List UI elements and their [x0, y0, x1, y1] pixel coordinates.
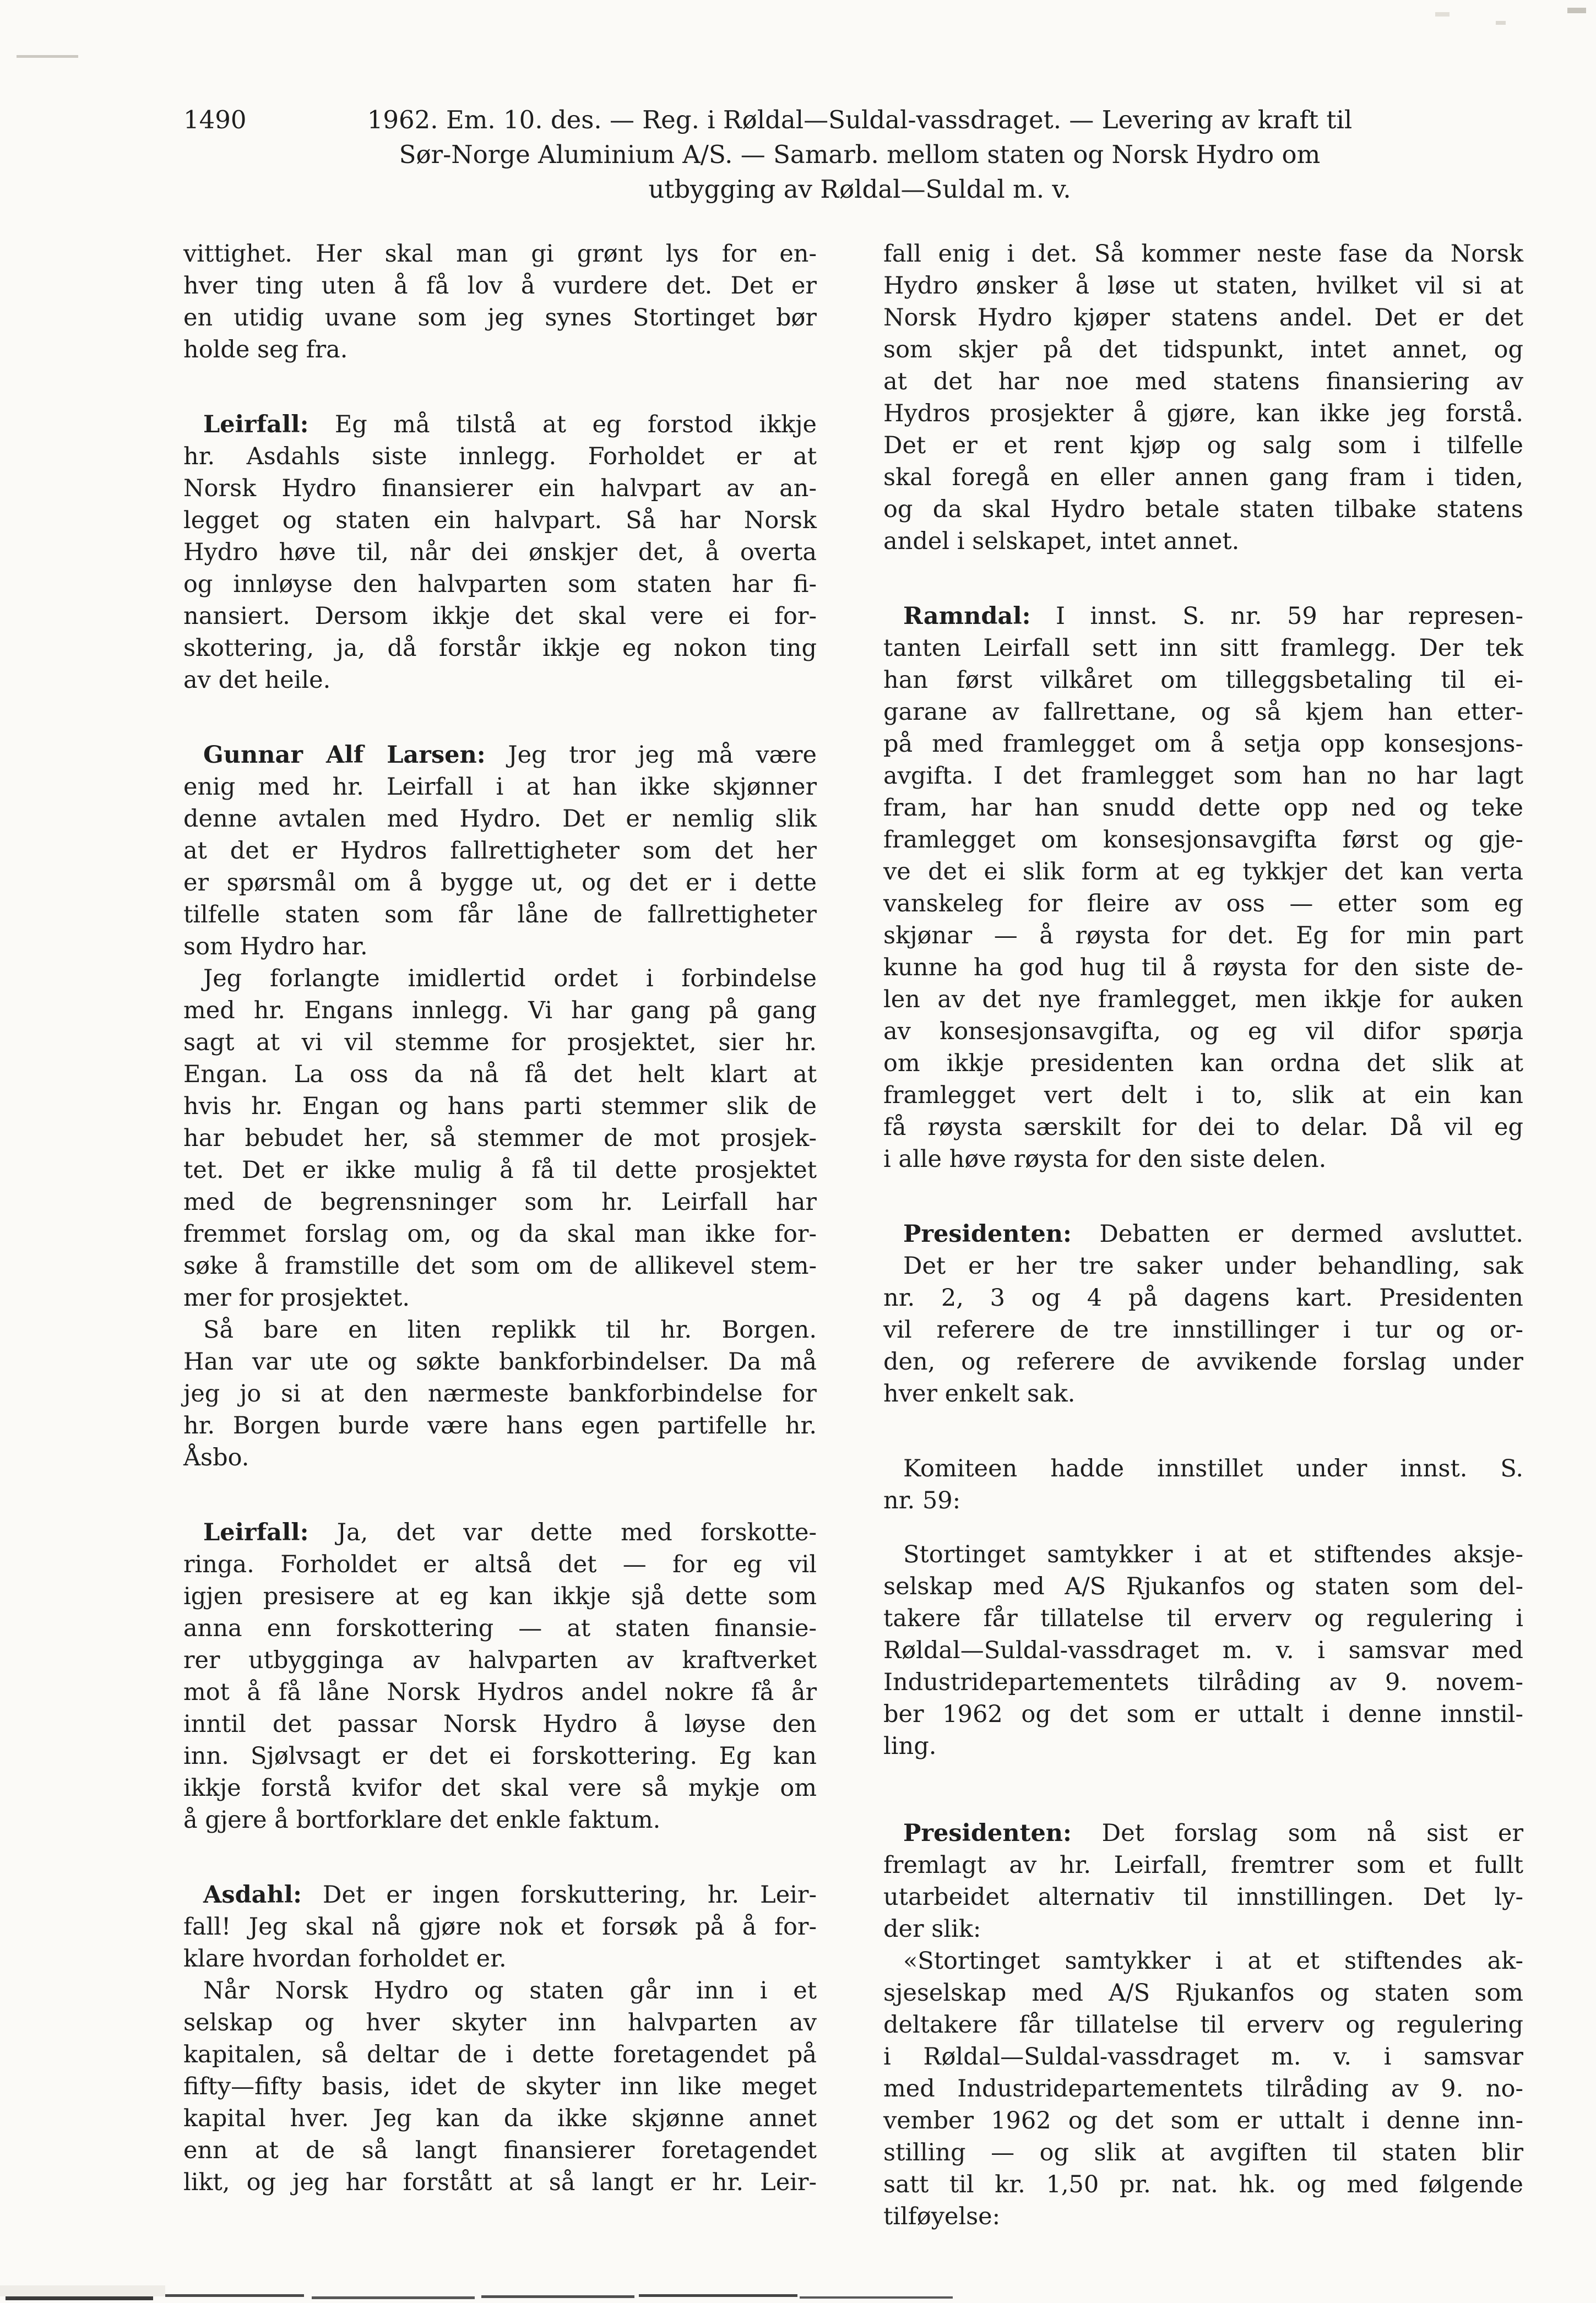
- speech-block: [183, 409, 817, 696]
- text-line: likt, og jeg har forstått at så langt er hr. Leir-: [183, 2169, 817, 2196]
- text-line: enig med hr. Leirfall i at han ikke skjønner: [183, 773, 817, 801]
- text-line: Presidenten: Det forslag som nå sist er: [903, 1819, 1523, 1847]
- text-line: at det er Hydros fallrettigheter som det her: [183, 837, 817, 865]
- text-line: inntil det passar Norsk Hydro å løyse den: [183, 1710, 817, 1738]
- paragraph: [883, 1539, 1523, 1762]
- text-line: fremlagt av hr. Leirfall, fremtrer som et fullt: [883, 1851, 1523, 1879]
- text-line: ikkje forstå kvifor det skal vere så mykje om: [183, 1774, 817, 1802]
- text-line: denne avtalen med Hydro. Det er nemlig slik: [183, 805, 817, 833]
- text-line: av konsesjonsavgifta, og eg vil difor spørja: [883, 1018, 1523, 1045]
- text-line: mot å få låne Norsk Hydros andel nokre få år: [183, 1679, 817, 1706]
- speech-block: [883, 1817, 1523, 2233]
- text-line: om ikkje presidenten kan ordna det slik at: [883, 1050, 1523, 1077]
- text-line: tilfelle staten som får låne de fallrettigheter: [183, 901, 817, 928]
- text-line: Engan. La oss da nå få det helt klart at: [183, 1061, 817, 1088]
- text-line: og innløyse den halvparten som staten har fi-: [183, 571, 817, 598]
- text-line: en utidig uvane som jeg synes Stortinget bør: [183, 304, 817, 332]
- paragraph: [183, 409, 817, 696]
- text-line: Jeg forlangte imidlertid ordet i forbindelse: [203, 965, 817, 992]
- text-line: er spørsmål om å bygge ut, og det er i dette: [183, 869, 817, 897]
- paragraph: [883, 238, 1523, 557]
- text-line: Det er her tre saker under behandling, sak: [903, 1252, 1523, 1280]
- text-line: i Røldal—Suldal-vassdraget m. v. i samsvar: [883, 2043, 1523, 2071]
- paragraph: [183, 963, 817, 1314]
- speech-block: [183, 1517, 817, 1836]
- text-line: framlegget om konsesjonsavgifta først og gje-: [883, 826, 1523, 854]
- text-line: at det har noe med statens finansiering av: [883, 368, 1523, 395]
- text-line: andel i selskapet, intet annet.: [883, 528, 1240, 555]
- text-line: hvis hr. Engan og hans parti stemmer slik de: [183, 1093, 817, 1120]
- text-line: Norsk Hydro kjøper statens andel. Det er det: [883, 304, 1523, 332]
- scan-artifact-top-left: [17, 55, 78, 58]
- scan-artifact-top-right-speck-2: [1496, 21, 1506, 25]
- paragraph: [883, 1945, 1523, 2233]
- scan-artifact-bottom-smudge: [0, 2285, 165, 2296]
- text-line: anna enn forskottering — at staten finansie-: [183, 1615, 817, 1642]
- text-line: fremmet forslag om, og da skal man ikke for-: [183, 1220, 817, 1248]
- speaker-name: Leirfall:: [203, 411, 309, 438]
- text-line: av det heile.: [183, 666, 331, 694]
- page-header: [182, 102, 1538, 207]
- text-line: inn. Sjølvsagt er det ei forskottering. Eg kan: [183, 1742, 817, 1770]
- scan-artifact-top-right-speck-3: [1567, 8, 1586, 13]
- text-line: tanten Leirfall sett inn sitt framlegg. Der tek: [883, 634, 1523, 662]
- scan-artifact-top-right-speck-1: [1435, 12, 1450, 17]
- text-line: Når Norsk Hydro og staten går inn i et: [203, 1977, 817, 2005]
- text-line: nansiert. Dersom ikkje det skal vere ei for-: [183, 602, 817, 630]
- text-line: Stortinget samtykker i at et stiftendes aksje-: [903, 1541, 1523, 1568]
- header-line-1: 1962. Em. 10. des. — Reg. i Røldal—Suldal-vassdraget. — Levering av kraft til: [367, 105, 1353, 134]
- paragraph: [883, 1453, 1523, 1517]
- text-line: fall! Jeg skal nå gjøre nok et forsøk på å for-: [183, 1913, 817, 1941]
- text-line: Asdahl: Det er ingen forskuttering, hr. Leir-: [203, 1881, 817, 1909]
- scan-artifact-bottom-line-4: [481, 2295, 634, 2298]
- text-line: nr. 2, 3 og 4 på dagens kart. Presidenten: [883, 1284, 1523, 1312]
- text-line: jeg jo si at den nærmeste bankforbindelse for: [183, 1380, 817, 1408]
- scan-artifact-bottom-line-1: [6, 2296, 153, 2300]
- speech-block: [883, 1453, 1523, 1517]
- speaker-name: Presidenten:: [903, 1819, 1072, 1847]
- paragraph: [183, 1975, 817, 2198]
- text-line: sagt at vi vil stemme for prosjektet, sier hr.: [183, 1029, 817, 1056]
- text-line: hver enkelt sak.: [883, 1380, 1076, 1408]
- speaker-name: Gunnar Alf Larsen:: [203, 741, 486, 769]
- scan-artifact-bottom-line-5: [639, 2294, 797, 2297]
- speaker-name: Leirfall:: [203, 1519, 309, 1546]
- text-line: Han var ute og søkte bankforbindelser. Da må: [183, 1348, 817, 1376]
- speech-block: [183, 739, 817, 1474]
- text-line: tilføyelse:: [883, 2203, 1001, 2230]
- paragraph: [883, 1218, 1523, 1250]
- paragraph: [883, 600, 1523, 1175]
- text-line: vember 1962 og det som er uttalt i denne inn-: [883, 2107, 1523, 2134]
- text-line: Så bare en liten replikk til hr. Borgen.: [203, 1316, 817, 1344]
- text-column-left: [183, 238, 817, 2198]
- speech-block: [883, 600, 1523, 1175]
- text-line: Leirfall: Ja, det var dette med forskotte-: [203, 1519, 817, 1546]
- text-line: Industridepartementets tilråding av 9. novem-: [883, 1669, 1523, 1696]
- text-line: Røldal—Suldal-vassdraget m. v. i samsvar med: [883, 1637, 1523, 1664]
- text-column-right: [883, 238, 1523, 2233]
- page-number: 1490: [183, 105, 247, 134]
- text-line: i alle høve røysta for den siste delen.: [883, 1145, 1327, 1173]
- text-line: igjen presisere at eg kan ikkje sjå dette som: [183, 1583, 817, 1610]
- scan-artifact-bottom-line-2: [165, 2294, 304, 2297]
- text-line: takere får tillatelse til erverv og regulering i: [883, 1605, 1523, 1632]
- text-line: ber 1962 og det som er uttalt i denne innstil-: [883, 1701, 1523, 1728]
- scan-artifact-bottom-line-6: [800, 2296, 953, 2299]
- paragraph: [183, 1879, 817, 1975]
- text-line: søke å framstille det som om de allikevel stem-: [183, 1252, 817, 1280]
- text-line: Komiteen hadde innstillet under innst. S.: [903, 1455, 1523, 1482]
- header-line-3: utbygging av Røldal—Suldal m. v.: [648, 175, 1071, 204]
- text-line: skal foregå en eller annen gang fram i tiden,: [883, 464, 1523, 491]
- text-line: enn at de så langt finansierer foretagendet: [183, 2137, 817, 2164]
- text-line: Leirfall: Eg må tilstå at eg forstod ikkje: [203, 411, 817, 438]
- paragraph: [183, 739, 817, 963]
- text-line: mer for prosjektet.: [183, 1284, 410, 1312]
- text-line: Åsbo.: [183, 1444, 249, 1471]
- text-line: rer utbygginga av halvparten av kraftverket: [183, 1647, 817, 1674]
- text-line: avgifta. I det framlegget som han no har lagt: [883, 762, 1523, 790]
- text-line: tet. Det er ikke mulig å få til dette prosjektet: [183, 1156, 817, 1184]
- text-line: fram, har han snudd dette opp ned og teke: [883, 794, 1523, 822]
- text-line: Ramndal: I innst. S. nr. 59 har represen-: [903, 602, 1523, 630]
- text-line: garane av fallrettane, og så kjem han etter-: [883, 698, 1523, 726]
- text-line: skjønar — å røysta for det. Eg for min part: [883, 922, 1523, 949]
- text-line: Det er et rent kjøp og salg som i tilfelle: [883, 432, 1523, 459]
- paragraph: [883, 1250, 1523, 1410]
- text-line: selskap med A/S Rjukanfos og staten som del-: [883, 1573, 1523, 1600]
- text-line: har bebudet her, så stemmer de mot prosjek-: [183, 1125, 817, 1152]
- text-line: Presidenten: Debatten er dermed avsluttet.: [903, 1220, 1523, 1248]
- speech-block: [183, 1879, 817, 2198]
- text-line: legget og staten ein halvpart. Så har Norsk: [183, 507, 817, 534]
- text-line: «Stortinget samtykker i at et stiftendes ak-: [903, 1947, 1523, 1975]
- text-line: ling.: [883, 1732, 937, 1760]
- scan-artifact-bottom-line-3: [312, 2296, 475, 2299]
- text-line: der slik:: [883, 1915, 981, 1943]
- header-line-2: Sør-Norge Aluminium A/S. — Samarb. mellom staten og Norsk Hydro om: [399, 140, 1321, 169]
- speaker-name: Presidenten:: [903, 1220, 1072, 1248]
- text-line: med de begrensninger som hr. Leirfall har: [183, 1188, 817, 1216]
- text-line: satt til kr. 1,50 pr. nat. hk. og med følgende: [883, 2171, 1523, 2198]
- paragraph: [883, 1817, 1523, 1945]
- text-line: utarbeidet alternativ til innstillingen. Det ly-: [883, 1883, 1523, 1911]
- paragraph: [183, 1517, 817, 1836]
- text-line: Hydros prosjekter å gjøre, kan ikke jeg forstå.: [883, 400, 1523, 427]
- text-line: han først vilkåret om tilleggsbetaling til ei-: [883, 666, 1523, 694]
- text-line: som skjer på det tidspunkt, intet annet, og: [883, 336, 1523, 363]
- text-line: sjeselskap med A/S Rjukanfos og staten som: [883, 1979, 1523, 2007]
- text-line: len av det nye framlegget, men ikkje for auken: [883, 986, 1523, 1013]
- text-line: ve det ei slik form at eg tykkjer det kan verta: [883, 858, 1523, 886]
- text-line: Hydro høve til, når dei ønskjer det, å overta: [183, 539, 817, 566]
- speech-block: [883, 238, 1523, 557]
- text-line: og da skal Hydro betale staten tilbake statens: [883, 496, 1523, 523]
- text-line: den, og referere de avvikende forslag under: [883, 1348, 1523, 1376]
- text-line: med hr. Engans innlegg. Vi har gang på gang: [183, 997, 817, 1024]
- text-line: få røysta særskilt for dei to delar. Då vil eg: [883, 1114, 1523, 1141]
- speech-block: [883, 1218, 1523, 1410]
- text-line: hr. Borgen burde være hans egen partifelle hr.: [183, 1412, 817, 1440]
- paragraph: [183, 1314, 817, 1474]
- text-line: med Industridepartementets tilråding av 9. no-: [883, 2075, 1523, 2103]
- text-line: på med framlegget om å setja opp konsesjons-: [883, 730, 1523, 758]
- text-line: hr. Asdahls siste innlegg. Forholdet er at: [183, 443, 817, 470]
- speaker-name: Asdahl:: [203, 1881, 302, 1909]
- text-line: Norsk Hydro finansierer ein halvpart av an-: [183, 475, 817, 502]
- text-line: kapital hver. Jeg kan da ikke skjønne annet: [183, 2105, 817, 2132]
- text-line: skottering, ja, då forstår ikkje eg nokon ting: [183, 634, 817, 662]
- text-line: selskap og hver skyter inn halvparten av: [183, 2009, 817, 2036]
- text-line: kapitalen, så deltar de i dette foretagendet på: [183, 2041, 817, 2068]
- text-line: Gunnar Alf Larsen: Jeg tror jeg må være: [203, 741, 817, 769]
- text-line: vanskeleg for fleire av oss — etter som eg: [883, 890, 1523, 917]
- text-line: nr. 59:: [883, 1487, 961, 1514]
- text-line: klare hvordan forholdet er.: [183, 1945, 507, 1973]
- text-line: fifty—fifty basis, idet de skyter inn like meget: [183, 2073, 817, 2100]
- speech-block: [883, 1539, 1523, 1762]
- text-line: fall enig i det. Så kommer neste fase da Norsk: [883, 240, 1523, 268]
- text-line: å gjere å bortforklare det enkle faktum.: [183, 1806, 661, 1834]
- text-line: ringa. Forholdet er altså det — for eg vil: [183, 1551, 817, 1578]
- text-line: hver ting uten å få lov å vurdere det. Det er: [183, 272, 817, 300]
- speech-block: [183, 238, 817, 366]
- text-line: framlegget vert delt i to, slik at ein kan: [883, 1082, 1523, 1109]
- text-line: deltakere får tillatelse til erverv og regulering: [883, 2011, 1523, 2039]
- text-line: vil referere de tre innstillinger i tur og or-: [883, 1316, 1523, 1344]
- text-line: stilling — og slik at avgiften til staten blir: [883, 2139, 1523, 2166]
- text-line: vittighet. Her skal man gi grønt lys for en-: [183, 240, 817, 268]
- text-line: Hydro ønsker å løse ut staten, hvilket vil si at: [883, 272, 1523, 300]
- text-line: kunne ha god hug til å røysta for den siste de-: [883, 954, 1523, 981]
- speaker-name: Ramndal:: [903, 602, 1031, 630]
- text-line: som Hydro har.: [183, 933, 368, 960]
- text-line: holde seg fra.: [183, 336, 348, 363]
- paragraph: [183, 238, 817, 366]
